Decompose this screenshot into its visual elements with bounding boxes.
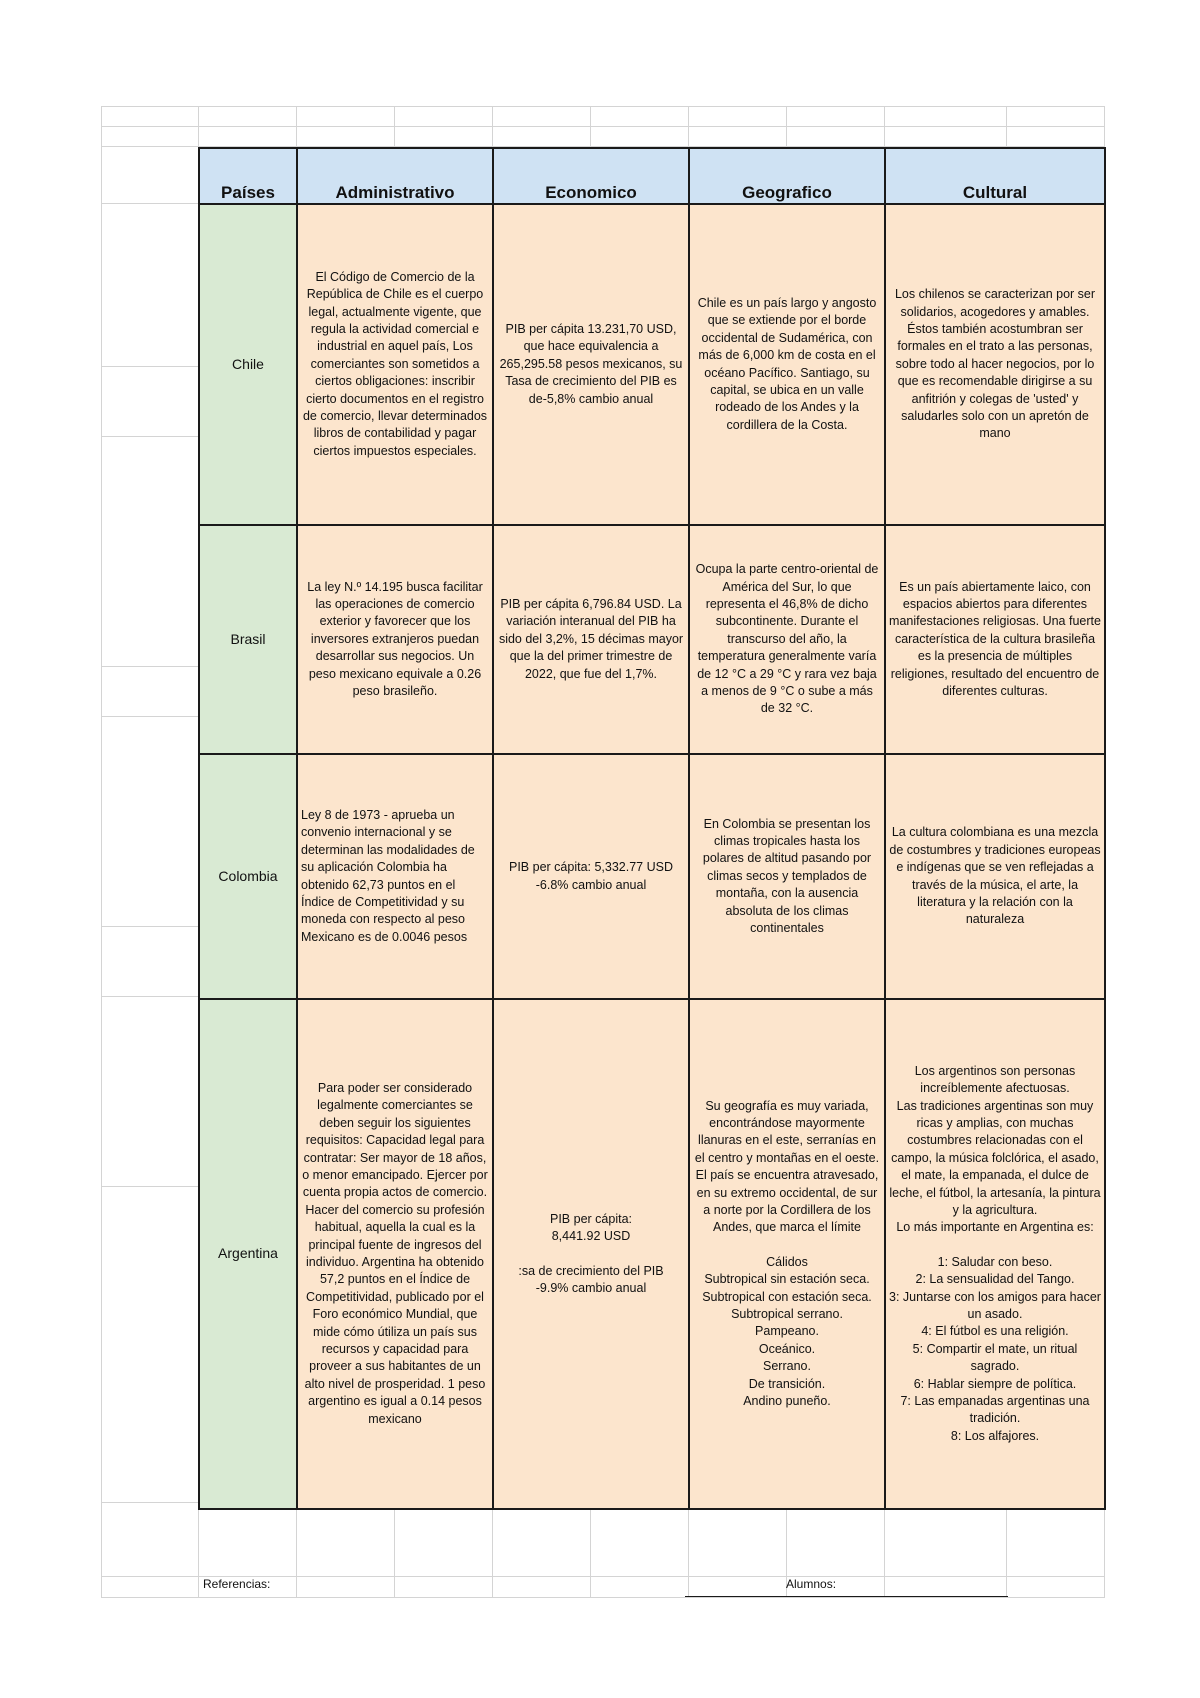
gridline xyxy=(101,1186,198,1187)
cultural-cell[interactable]: Es un país abiertamente laico, con espacios abiertos para diferentes manifestaciones religiosas. Una fuerte característica de la cultura brasileña es la presencia de múltiples religiones, resultado del encuentro de diferentes culturas. xyxy=(885,525,1105,754)
cultural-line: 5: Compartir el mate, un ritual sagrado. xyxy=(912,1341,1078,1374)
cultural-cell[interactable]: Los chilenos se caracterizan por ser solidarios, acogedores y amables. Éstos también acostumbran ser formales en el trato a las personas, sobre todo al hacer negocios, por lo que es recomendable dirigirse a su anfitrión y colegas de 'usted' y saludarles solo con un apretón de mano xyxy=(885,204,1105,525)
table-row-colombia xyxy=(199,754,1105,999)
geografico-line: Oceánico. xyxy=(758,1341,816,1356)
header-cultural[interactable]: Cultural xyxy=(885,148,1105,204)
cultural-line: 4: El fútbol es una religión. xyxy=(921,1324,1069,1339)
referencias-label: Referencias: xyxy=(203,1577,271,1591)
header-economico[interactable]: Economico xyxy=(493,148,689,204)
header-geografico[interactable]: Geografico xyxy=(689,148,885,204)
economico-line: -9.9% cambio anual xyxy=(535,1280,647,1295)
gridline xyxy=(101,366,198,367)
economico-cell[interactable]: PIB per cápita 6,796.84 USD. La variación interanual del PIB ha sido del 3,2%, 15 décimas mayor que la del primer trimestre de 2022, que fue del 1,7%. xyxy=(493,525,689,754)
gridline xyxy=(101,436,198,437)
geografico-line: Su geografía es muy variada, encontrándose mayormente llanuras en el este, serranías en el centro y montañas en el oeste. El país se encuentra atravesado, en su extremo occidental, de sur a norte por la Cordillera de los Andes, que marca el límite xyxy=(694,1098,880,1235)
geografico-line: Serrano. xyxy=(763,1359,811,1374)
cultural-line: Las tradiciones argentinas son muy ricas y amplias, con muchas costumbres relacionadas con el campo, la música folclórica, el asado, el mate, la empanada, el dulce de leche, el fútbol, la artesanía, la pintura y la agricultura. xyxy=(889,1098,1101,1217)
geografico-cell[interactable] xyxy=(689,999,885,1509)
economico-line: sa de crecimiento del PIB: xyxy=(518,1263,664,1278)
geografico-cell[interactable]: Ocupa la parte centro-oriental de América del Sur, lo que representa el 46,8% de dicho subcontinente. Durante el transcurso del año, la temperatura generalmente varía de 12 °C a 29 °C y rara vez baja a menos de 9 °C o sube a más de 32 °C. xyxy=(689,525,885,754)
administrativo-cell[interactable]: El Código de Comercio de la República de Chile es el cuerpo legal, actualmente vigente, que regula la actividad comercial e industrial en aquel país, Los comerciantes son sometidos a ciertos obligaciones: inscribir cierto documentos en el registro de comercio, llevar determinados libros de contabilidad y pagar ciertos impuestos especiales. xyxy=(297,204,493,525)
geografico-line: Subtropical con estación seca. xyxy=(702,1289,872,1304)
header-paises[interactable]: Países xyxy=(199,148,297,204)
gridline xyxy=(101,106,102,1598)
cultural-cell[interactable] xyxy=(885,999,1105,1509)
cultural-line xyxy=(889,1237,1101,1254)
table-row-argentina xyxy=(199,999,1105,1509)
geografico-line: Subtropical sin estación seca. xyxy=(704,1272,870,1287)
alumnos-signature-line xyxy=(685,1596,1008,1597)
gridline xyxy=(101,926,198,927)
geografico-line: Pampeano. xyxy=(755,1324,819,1339)
gridline xyxy=(101,203,198,204)
geografico-line: Cálidos xyxy=(766,1254,808,1269)
economico-cell[interactable] xyxy=(493,999,689,1509)
country-cell[interactable]: Argentina xyxy=(199,999,297,1509)
gridline xyxy=(101,716,198,717)
economico-line xyxy=(497,1246,685,1263)
cultural-line: 7: Las empanadas argentinas una tradición. xyxy=(900,1394,1090,1426)
geografico-cell[interactable]: Chile es un país largo y angosto que se extiende por el borde occidental de Sudamérica, con más de 6,000 km de costa en el océano Pacífico. Santiago, su capital, se ubica en un valle rodeado de los Andes y la cordillera de la Costa. xyxy=(689,204,885,525)
geografico-cell[interactable]: En Colombia se presentan los climas tropicales hasta los polares de altitud pasando por climas secos y templados de montaña, con la ausencia absoluta de los climas continentales xyxy=(689,754,885,999)
gridline xyxy=(101,106,1105,107)
header-administrativo[interactable]: Administrativo xyxy=(297,148,493,204)
cultural-line: 2: La sensualidad del Tango. xyxy=(915,1272,1075,1287)
cultural-line: 6: Hablar siempre de política. xyxy=(913,1376,1077,1391)
economico-cell[interactable]: PIB per cápita 13.231,70 USD, que hace equivalencia a 265,295.58 pesos mexicanos, su Tasa de crecimiento del PIB es de-5,8% cambio anual xyxy=(493,204,689,525)
economico-cell[interactable]: PIB per cápita: 5,332.77 USD -6.8% cambio anual xyxy=(493,754,689,999)
geografico-line xyxy=(693,1237,881,1254)
country-cell[interactable]: Brasil xyxy=(199,525,297,754)
country-cell[interactable]: Chile xyxy=(199,204,297,525)
table-row-chile xyxy=(199,204,1105,525)
gridline xyxy=(101,996,198,997)
administrativo-cell[interactable]: Ley 8 de 1973 - aprueba un convenio internacional y se determinan las modalidades de su aplicación Colombia ha obtenido 62,73 puntos en el Índice de Competitividad y su moneda con respecto al peso Mexicano es de 0.0046 pesos xyxy=(297,754,493,999)
cultural-cell[interactable]: La cultura colombiana es una mezcla de costumbres y tradiciones europeas e indígenas que se ven reflejadas a través de la música, el arte, la literatura y la relación con la naturaleza xyxy=(885,754,1105,999)
alumnos-label: Alumnos: xyxy=(786,1577,837,1591)
administrativo-cell[interactable]: Para poder ser considerado legalmente comerciantes se deben seguir los siguientes requisitos: Capacidad legal para contratar: Ser mayor de 18 años, o menor emancipado. Ejercer por cuenta propia actos de comercio. Hacer del comercio su profesión habitual, aquella la cual es la principal fuente de ingresos del individuo. Argentina ha obtenido 57,2 puntos en el Índice de Competitividad, publicado por el Foro económico Mundial, que mide cómo útiliza un país sus recursos y capacidad para proveer a sus habitantes de un alto nivel de prosperidad. 1 peso argentino es igual a 0.14 pesos mexicano xyxy=(297,999,493,1509)
cultural-line: Los argentinos son personas increíblemente afectuosas. xyxy=(914,1063,1076,1096)
cultural-line: 1: Saludar con beso. xyxy=(937,1254,1053,1269)
administrativo-cell[interactable]: La ley N.º 14.195 busca facilitar las operaciones de comercio exterior y favorecer que los inversores extranjeros puedan desarrollar sus negocios. Un peso mexicano equivale a 0.26 peso brasileño. xyxy=(297,525,493,754)
cultural-line: Lo más importante en Argentina es: xyxy=(896,1220,1094,1235)
cultural-line: 8: Los alfajores. xyxy=(950,1428,1040,1443)
table-row-brasil xyxy=(199,525,1105,754)
country-comparison-table xyxy=(198,147,1106,1510)
cultural-line: 3: Juntarse con los amigos para hacer un asado. xyxy=(889,1289,1101,1322)
gridline xyxy=(101,666,198,667)
country-cell[interactable]: Colombia xyxy=(199,754,297,999)
header-row xyxy=(199,148,1105,204)
geografico-line: Subtropical serrano. xyxy=(731,1307,843,1322)
gridline xyxy=(101,1597,1105,1598)
economico-line: PIB per cápita: xyxy=(550,1211,632,1226)
gridline xyxy=(101,126,1105,127)
geografico-line: Andino puneño. xyxy=(743,1394,831,1409)
economico-line: 8,441.92 USD xyxy=(551,1229,631,1244)
geografico-line: De transición. xyxy=(748,1376,826,1391)
